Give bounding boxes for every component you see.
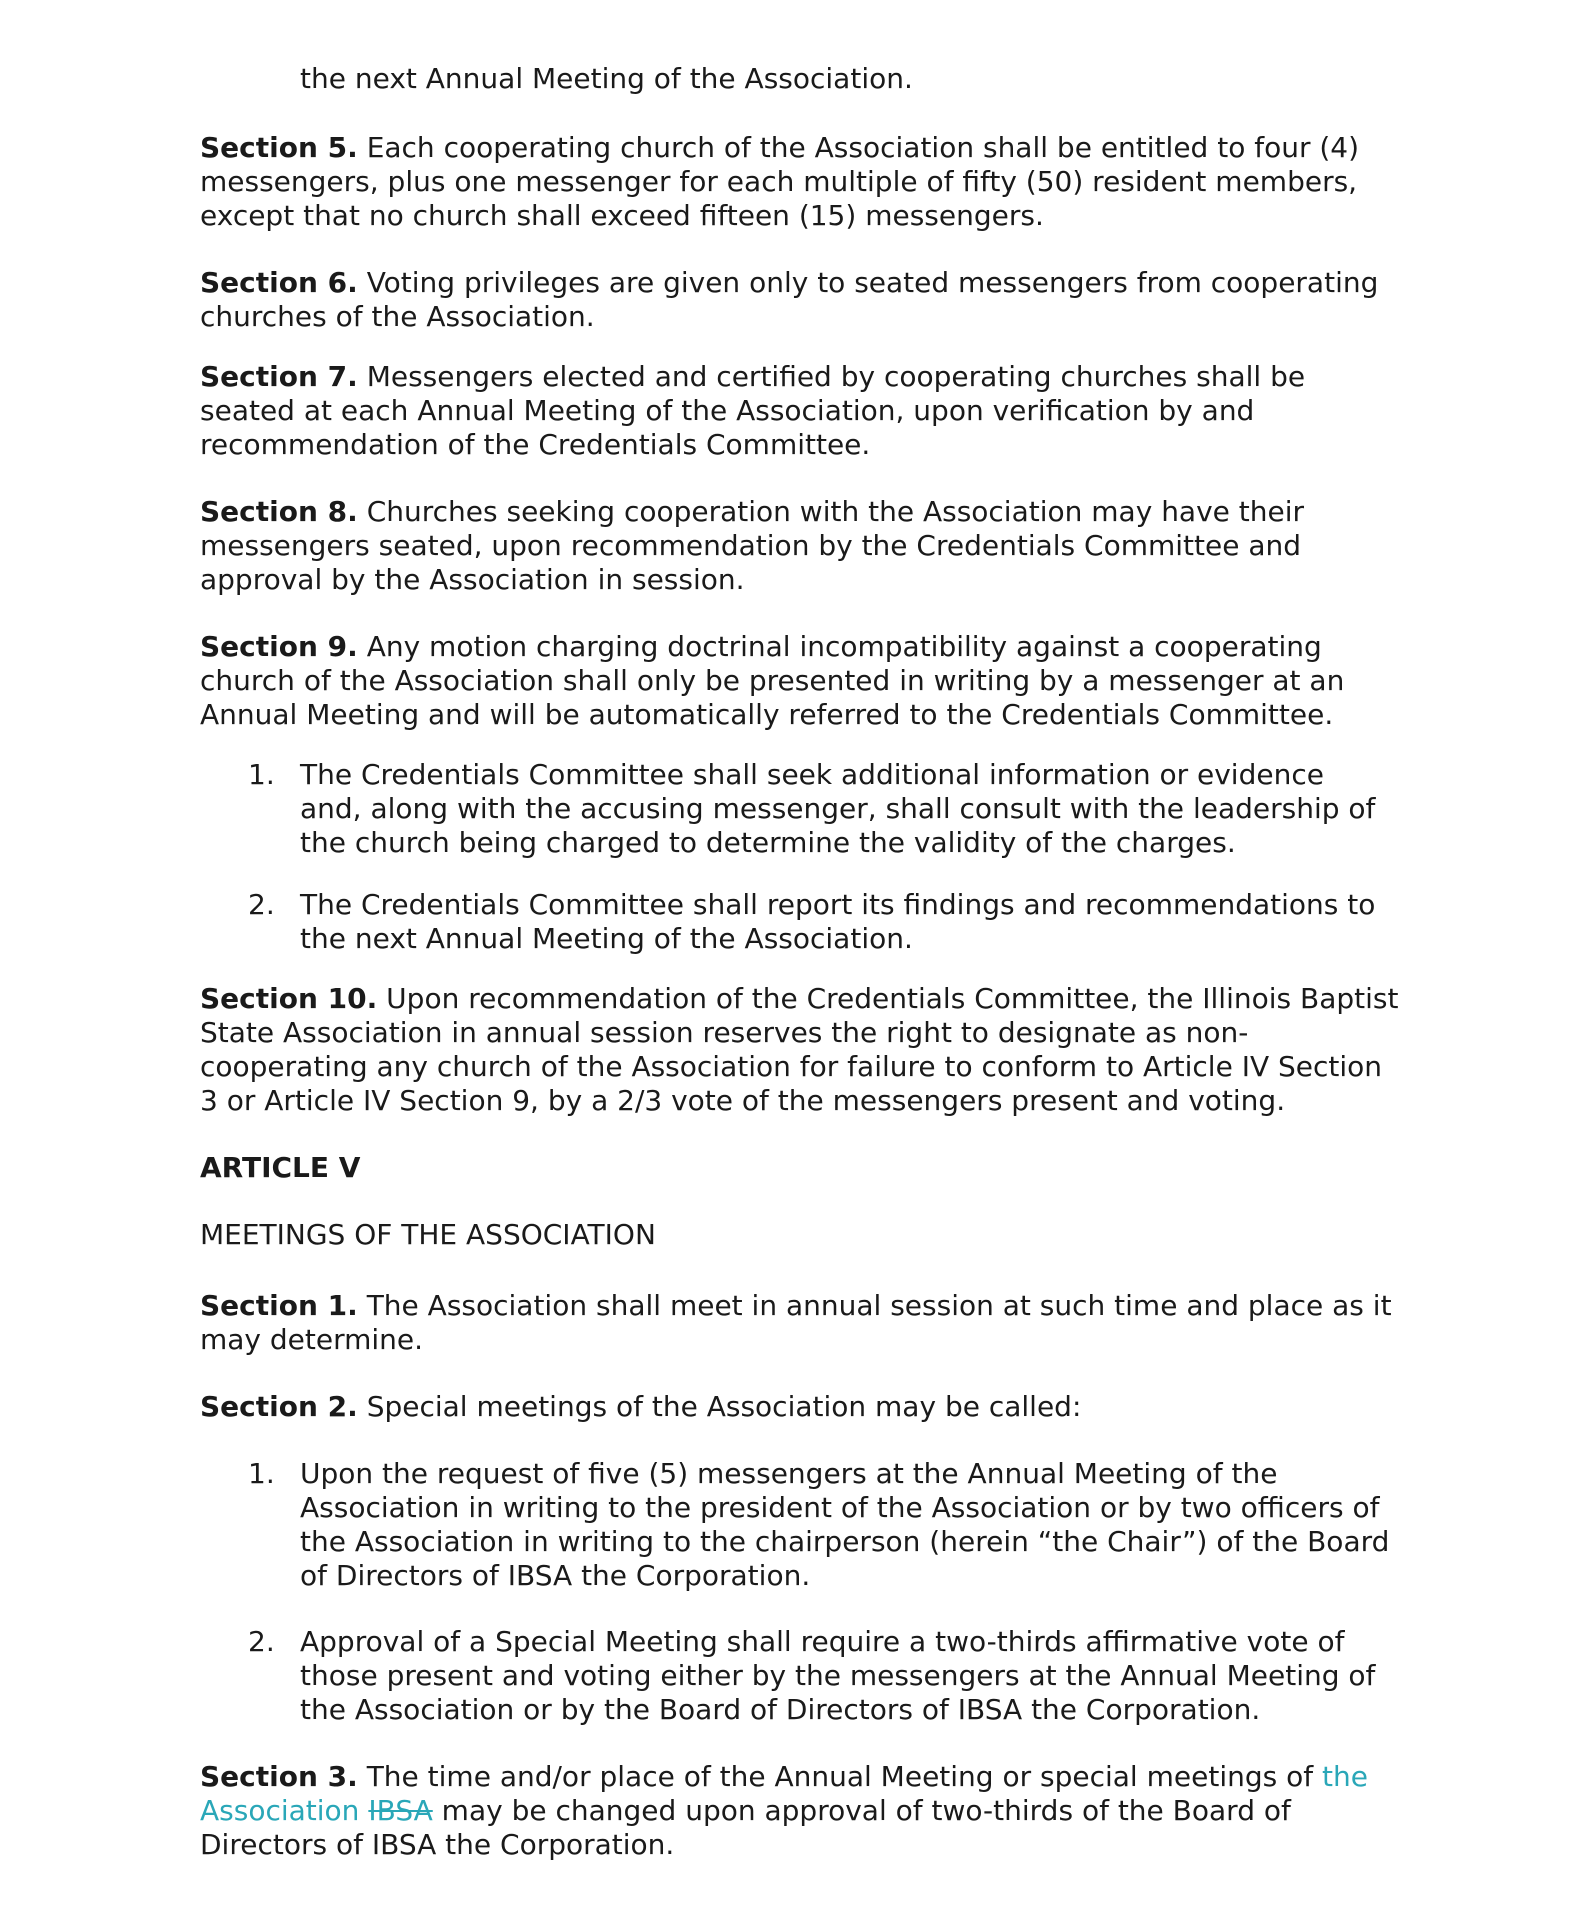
section-text: Churches seeking cooperation with the Association may have their messengers seated, upon recommendation by the Credentials Committee and approval by the Association in session. [200,495,1305,596]
article-v-section-2 [200,1390,1400,1424]
section-label: Section 7. [200,360,358,393]
section-text: The Association shall meet in annual session at such time and place as it may determine. [200,1289,1392,1356]
list-number: 1. [248,1457,275,1490]
section-label: Section 1. [200,1289,358,1322]
article-v-section-3 [200,1760,1400,1862]
section-label: Section 8. [200,495,358,528]
section-8 [200,495,1400,597]
section-text: The time and/or place of the Annual Meeting or special meetings of [366,1760,1314,1793]
tracked-insertion: the Association [200,1760,1368,1827]
section-5 [200,131,1400,233]
section-text: Messengers elected and certified by cooperating churches shall be seated at each Annual Meeting of the Association, upon verification by and recommendation of the Credentials Committee. [200,360,1306,461]
section-text: may be changed upon approval of two-thirds of the Board of Directors of IBSA the Corporation. [200,1794,1291,1861]
section-label: Section 5. [200,131,358,164]
section-text: Any motion charging doctrinal incompatibility against a cooperating church of the Association shall only be presented in writing by a messenger at an Annual Meeting and will be automatically referred to the Credentials Committee. [200,630,1345,731]
section-label: Section 2. [200,1390,358,1423]
section-label: Section 3. [200,1760,358,1793]
section-text: Special meetings of the Association may be called: [366,1390,1082,1423]
list-text: The Credentials Committee shall report its findings and recommendations to the next Annual Meeting of the Association. [300,888,1376,955]
article-subheading: MEETINGS OF THE ASSOCIATION [200,1218,656,1251]
section-9 [200,630,1400,732]
tracked-deletion: IBSA [368,1794,433,1827]
section-text: Upon recommendation of the Credentials Committee, the Illinois Baptist State Association in annual session reserves the right to designate as non-cooperating any church of the Association for failure to conform to Article IV Section 3 or Article IV Section 9, by a 2/3 vote of the messengers present and voting. [200,982,1399,1117]
list-text: The Credentials Committee shall seek additional information or evidence and, along with the accusing messenger, shall consult with the leadership of the church being charged to determine the validity of the charges. [300,758,1376,859]
article-heading: ARTICLE V [200,1151,361,1184]
list-number: 2. [248,888,275,921]
list-text: Approval of a Special Meeting shall require a two-thirds affirmative vote of those present and voting either by the messengers at the Annual Meeting of the Association or by the Board of Directors of IBSA the Corporation. [300,1625,1376,1726]
list-text: Upon the request of five (5) messengers at the Annual Meeting of the Association in writing to the president of the Association or by two officers of the Association in writing to the chairperson (herein “the Chair”) of the Board of Directors of IBSA the Corporation. [300,1457,1390,1592]
list-number: 2. [248,1625,275,1658]
section-label: Section 9. [200,630,358,663]
section-10 [200,982,1400,1118]
article-v-section-1 [200,1289,1400,1357]
section-7 [200,360,1400,462]
section-6 [200,266,1400,334]
continuation-text: the next Annual Meeting of the Association. [300,62,913,95]
section-label: Section 6. [200,266,358,299]
section-label: Section 10. [200,982,378,1015]
section-text: Each cooperating church of the Association shall be entitled to four (4) messengers, plus one messenger for each multiple of fifty (50) resident members, except that no church shall exceed fifteen (15) messengers. [200,131,1360,232]
section-text: Voting privileges are given only to seated messengers from cooperating churches of the Association. [200,266,1379,333]
list-number: 1. [248,758,275,791]
